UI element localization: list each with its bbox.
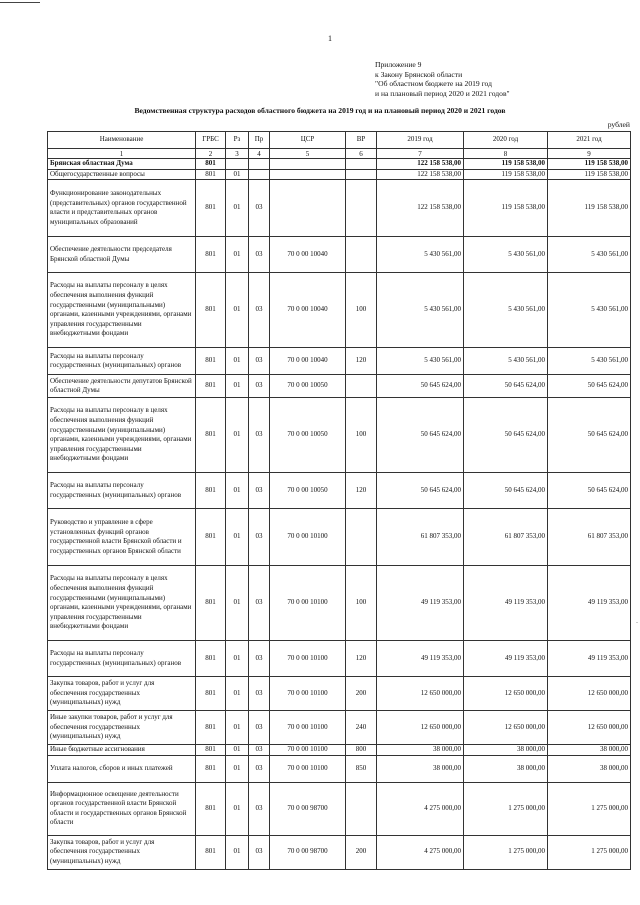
cell-csr: 70 0 00 10100 — [270, 745, 346, 756]
cell-pr: 03 — [249, 782, 270, 835]
cell-pr: 03 — [249, 755, 270, 782]
cell-csr: 70 0 00 10040 — [270, 237, 346, 273]
cell-2020: 119 158 538,00 — [464, 159, 548, 170]
cell-2019: 38 000,00 — [377, 745, 464, 756]
cell-vr: 100 — [346, 273, 377, 348]
table-row — [48, 566, 631, 641]
cell-rz: 01 — [226, 566, 249, 641]
cell-2021: 1 275 000,00 — [548, 782, 631, 835]
cell-2020: 12 650 000,00 — [464, 711, 548, 745]
column-number: 8 — [464, 149, 548, 159]
cell-2019: 50 645 624,00 — [377, 473, 464, 509]
cell-pr: 03 — [249, 273, 270, 348]
cell-grbs: 801 — [196, 375, 226, 398]
cell-2019: 61 807 353,00 — [377, 509, 464, 566]
cell-csr: 70 0 00 98700 — [270, 835, 346, 869]
cell-2021: 12 650 000,00 — [548, 711, 631, 745]
cell-name: Руководство и управление в сфере установленных функций органов государственной власти Брянской области и государственных органов Брянской области — [48, 509, 196, 566]
cell-name: Иные бюджетные ассигнования — [48, 745, 196, 756]
table-row — [48, 159, 631, 170]
cell-2021: 50 645 624,00 — [548, 398, 631, 473]
cell-csr: 70 0 00 10100 — [270, 641, 346, 677]
cell-vr: 240 — [346, 711, 377, 745]
cell-2020: 38 000,00 — [464, 755, 548, 782]
cell-name: Расходы на выплаты персоналу в целях обеспечения выполнения функций государственными (муниципальными) органами, казенными учреждениями, органами управления государственными внебюджетными фондами — [48, 566, 196, 641]
cell-2021: 50 645 624,00 — [548, 473, 631, 509]
cell-csr: 70 0 00 10050 — [270, 375, 346, 398]
cell-pr: 03 — [249, 566, 270, 641]
cell-2021: 38 000,00 — [548, 745, 631, 756]
cell-2020: 12 650 000,00 — [464, 677, 548, 711]
cell-vr — [346, 169, 377, 180]
header-rz: Рз — [226, 132, 249, 149]
cell-name: Информационное освещение деятельности органов государственной власти Брянской области и государственных органов Брянской области — [48, 782, 196, 835]
cell-2019: 5 430 561,00 — [377, 348, 464, 375]
table-row — [48, 348, 631, 375]
cell-pr: 03 — [249, 711, 270, 745]
cell-vr — [346, 509, 377, 566]
cell-pr — [249, 169, 270, 180]
cell-2019: 12 650 000,00 — [377, 677, 464, 711]
cell-pr: 03 — [249, 641, 270, 677]
table-row — [48, 273, 631, 348]
cell-2020: 50 645 624,00 — [464, 398, 548, 473]
cell-rz: 01 — [226, 755, 249, 782]
table-row — [48, 169, 631, 180]
cell-2021: 119 158 538,00 — [548, 180, 631, 237]
table-row — [48, 745, 631, 756]
header-2020: 2020 год — [464, 132, 548, 149]
cell-pr: 03 — [249, 745, 270, 756]
cell-2019: 50 645 624,00 — [377, 398, 464, 473]
cell-name: Брянская областная Дума — [48, 159, 196, 170]
cell-2019: 4 275 000,00 — [377, 835, 464, 869]
column-number: 3 — [226, 149, 249, 159]
cell-2021: 119 158 538,00 — [548, 159, 631, 170]
table-row — [48, 398, 631, 473]
cell-vr — [346, 180, 377, 237]
cell-2021: 49 119 353,00 — [548, 566, 631, 641]
cell-rz: 01 — [226, 180, 249, 237]
column-number: 9 — [548, 149, 631, 159]
cell-2020: 1 275 000,00 — [464, 835, 548, 869]
cell-csr: 70 0 00 10050 — [270, 398, 346, 473]
cell-pr: 03 — [249, 398, 270, 473]
cell-grbs: 801 — [196, 159, 226, 170]
column-number: 5 — [270, 149, 346, 159]
column-number: 4 — [249, 149, 270, 159]
cell-csr: 70 0 00 98700 — [270, 782, 346, 835]
page-mark: 1 — [328, 34, 332, 43]
cell-csr: 70 0 00 10100 — [270, 711, 346, 745]
cell-grbs: 801 — [196, 755, 226, 782]
cell-pr: 03 — [249, 237, 270, 273]
cell-rz: 01 — [226, 641, 249, 677]
table-row — [48, 711, 631, 745]
cell-csr — [270, 180, 346, 237]
cell-rz: 01 — [226, 835, 249, 869]
appendix-line: "Об областном бюджете на 2019 год — [375, 79, 492, 89]
cell-vr: 800 — [346, 745, 377, 756]
cell-rz — [226, 159, 249, 170]
cell-grbs: 801 — [196, 641, 226, 677]
units-label: рублей — [607, 120, 630, 129]
cell-rz: 01 — [226, 711, 249, 745]
cell-2021: 61 807 353,00 — [548, 509, 631, 566]
cell-2020: 50 645 624,00 — [464, 375, 548, 398]
header-2021: 2021 год — [548, 132, 631, 149]
cell-vr: 120 — [346, 473, 377, 509]
cell-2020: 5 430 561,00 — [464, 237, 548, 273]
cell-vr — [346, 159, 377, 170]
budget-table — [47, 131, 631, 870]
cell-vr: 100 — [346, 566, 377, 641]
cell-2021: 12 650 000,00 — [548, 677, 631, 711]
table-row — [48, 473, 631, 509]
cell-grbs: 801 — [196, 473, 226, 509]
cell-2020: 50 645 624,00 — [464, 473, 548, 509]
cell-2019: 50 645 624,00 — [377, 375, 464, 398]
cell-csr: 70 0 00 10050 — [270, 473, 346, 509]
cell-2021: 5 430 561,00 — [548, 237, 631, 273]
cell-csr: 70 0 00 10100 — [270, 566, 346, 641]
cell-csr: 70 0 00 10100 — [270, 677, 346, 711]
cell-rz: 01 — [226, 509, 249, 566]
cell-2021: 5 430 561,00 — [548, 348, 631, 375]
cell-rz: 01 — [226, 745, 249, 756]
cell-name: Общегосударственные вопросы — [48, 169, 196, 180]
cell-2019: 122 158 538,00 — [377, 180, 464, 237]
cell-vr: 850 — [346, 755, 377, 782]
cell-2020: 49 119 353,00 — [464, 566, 548, 641]
cell-grbs: 801 — [196, 180, 226, 237]
table-row — [48, 237, 631, 273]
cell-name: Расходы на выплаты персоналу в целях обеспечения выполнения функций государственными (муниципальными) органами, казенными учреждениями, органами управления государственными внебюджетными фондами — [48, 273, 196, 348]
header-pr: Пр — [249, 132, 270, 149]
cell-name: Расходы на выплаты персоналу в целях обеспечения выполнения функций государственными (муниципальными) органами, казенными учреждениями, органами управления государственными внебюджетными фондами — [48, 398, 196, 473]
cell-csr: 70 0 00 10100 — [270, 509, 346, 566]
cell-grbs: 801 — [196, 677, 226, 711]
cell-2020: 5 430 561,00 — [464, 348, 548, 375]
cell-name: Обеспечение деятельности депутатов Брянской областной Думы — [48, 375, 196, 398]
cell-grbs: 801 — [196, 566, 226, 641]
cell-2020: 119 158 538,00 — [464, 180, 548, 237]
cell-rz: 01 — [226, 375, 249, 398]
cell-rz: 01 — [226, 273, 249, 348]
cell-pr: 03 — [249, 509, 270, 566]
table-row — [48, 755, 631, 782]
table-row — [48, 835, 631, 869]
cell-name: Функционирование законодательных (представительных) органов государственной власти и представительных органов муниципальных образований — [48, 180, 196, 237]
cell-2019: 122 158 538,00 — [377, 169, 464, 180]
cell-2019: 38 000,00 — [377, 755, 464, 782]
cell-2019: 12 650 000,00 — [377, 711, 464, 745]
cell-rz: 01 — [226, 237, 249, 273]
cell-grbs: 801 — [196, 169, 226, 180]
cell-2019: 4 275 000,00 — [377, 782, 464, 835]
cell-csr: 70 0 00 10040 — [270, 273, 346, 348]
table-row — [48, 180, 631, 237]
cell-2020: 1 275 000,00 — [464, 782, 548, 835]
table-body — [48, 132, 631, 870]
appendix-note — [375, 60, 510, 98]
table-row — [48, 509, 631, 566]
header-grbs: ГРБС — [196, 132, 226, 149]
cell-grbs: 801 — [196, 835, 226, 869]
table-row — [48, 641, 631, 677]
cell-pr: 03 — [249, 375, 270, 398]
cell-name: Иные закупки товаров, работ и услуг для обеспечения государственных (муниципальных) нужд — [48, 711, 196, 745]
cell-name: Закупка товаров, работ и услуг для обеспечения государственных (муниципальных) нужд — [48, 835, 196, 869]
cell-name: Закупка товаров, работ и услуг для обеспечения государственных (муниципальных) нужд — [48, 677, 196, 711]
cell-name: Расходы на выплаты персоналу государственных (муниципальных) органов — [48, 641, 196, 677]
page-edge-mark: - — [636, 620, 638, 626]
cell-2019: 5 430 561,00 — [377, 273, 464, 348]
document-title: Ведомственная структура расходов областного бюджета на 2019 год и на плановый период 2020 и 2021 годов — [134, 106, 506, 115]
cell-2019: 49 119 353,00 — [377, 566, 464, 641]
cell-rz: 01 — [226, 782, 249, 835]
cell-2021: 38 000,00 — [548, 755, 631, 782]
cell-csr — [270, 159, 346, 170]
cell-2020: 61 807 353,00 — [464, 509, 548, 566]
cell-vr: 200 — [346, 835, 377, 869]
cell-grbs: 801 — [196, 273, 226, 348]
cell-name: Расходы на выплаты персоналу государственных (муниципальных) органов — [48, 473, 196, 509]
cell-vr: 120 — [346, 348, 377, 375]
cell-pr: 03 — [249, 677, 270, 711]
cell-grbs: 801 — [196, 237, 226, 273]
cell-rz: 01 — [226, 677, 249, 711]
table-row — [48, 677, 631, 711]
cell-vr — [346, 782, 377, 835]
cell-rz: 01 — [226, 473, 249, 509]
cell-2020: 49 119 353,00 — [464, 641, 548, 677]
column-number: 2 — [196, 149, 226, 159]
cell-2021: 50 645 624,00 — [548, 375, 631, 398]
cell-pr: 03 — [249, 180, 270, 237]
cell-2020: 119 158 538,00 — [464, 169, 548, 180]
cell-csr — [270, 169, 346, 180]
cell-name: Расходы на выплаты персоналу государственных (муниципальных) органов — [48, 348, 196, 375]
cell-2019: 122 158 538,00 — [377, 159, 464, 170]
cell-grbs: 801 — [196, 509, 226, 566]
cell-2021: 5 430 561,00 — [548, 273, 631, 348]
appendix-line: к Закону Брянской области — [375, 69, 463, 79]
appendix-line: и на плановый период 2020 и 2021 годов" — [375, 88, 510, 98]
cell-name: Обеспечение деятельности председателя Брянской областной Думы — [48, 237, 196, 273]
cell-grbs: 801 — [196, 745, 226, 756]
header-name: Наименование — [48, 132, 196, 149]
cell-rz: 01 — [226, 169, 249, 180]
cell-pr — [249, 159, 270, 170]
cell-grbs: 801 — [196, 711, 226, 745]
table-header-row — [48, 132, 631, 149]
cell-vr: 100 — [346, 398, 377, 473]
cell-pr: 03 — [249, 473, 270, 509]
column-number-row — [48, 149, 631, 159]
cell-2021: 49 119 353,00 — [548, 641, 631, 677]
cell-2020: 5 430 561,00 — [464, 273, 548, 348]
top-rule — [0, 2, 40, 3]
cell-grbs: 801 — [196, 782, 226, 835]
header-2019: 2019 год — [377, 132, 464, 149]
cell-vr — [346, 375, 377, 398]
cell-vr — [346, 237, 377, 273]
table-row — [48, 782, 631, 835]
cell-csr: 70 0 00 10100 — [270, 755, 346, 782]
cell-rz: 01 — [226, 398, 249, 473]
header-vr: ВР — [346, 132, 377, 149]
cell-pr: 03 — [249, 835, 270, 869]
column-number: 7 — [377, 149, 464, 159]
cell-pr: 03 — [249, 348, 270, 375]
column-number: 1 — [48, 149, 196, 159]
cell-2021: 119 158 538,00 — [548, 169, 631, 180]
header-csr: ЦСР — [270, 132, 346, 149]
cell-grbs: 801 — [196, 398, 226, 473]
cell-name: Уплата налогов, сборов и иных платежей — [48, 755, 196, 782]
table-row — [48, 375, 631, 398]
column-number: 6 — [346, 149, 377, 159]
cell-2019: 5 430 561,00 — [377, 237, 464, 273]
cell-vr: 120 — [346, 641, 377, 677]
cell-grbs: 801 — [196, 348, 226, 375]
cell-rz: 01 — [226, 348, 249, 375]
cell-csr: 70 0 00 10040 — [270, 348, 346, 375]
cell-2019: 49 119 353,00 — [377, 641, 464, 677]
cell-vr: 200 — [346, 677, 377, 711]
cell-2020: 38 000,00 — [464, 745, 548, 756]
appendix-line: Приложение 9 — [375, 60, 422, 69]
cell-2021: 1 275 000,00 — [548, 835, 631, 869]
